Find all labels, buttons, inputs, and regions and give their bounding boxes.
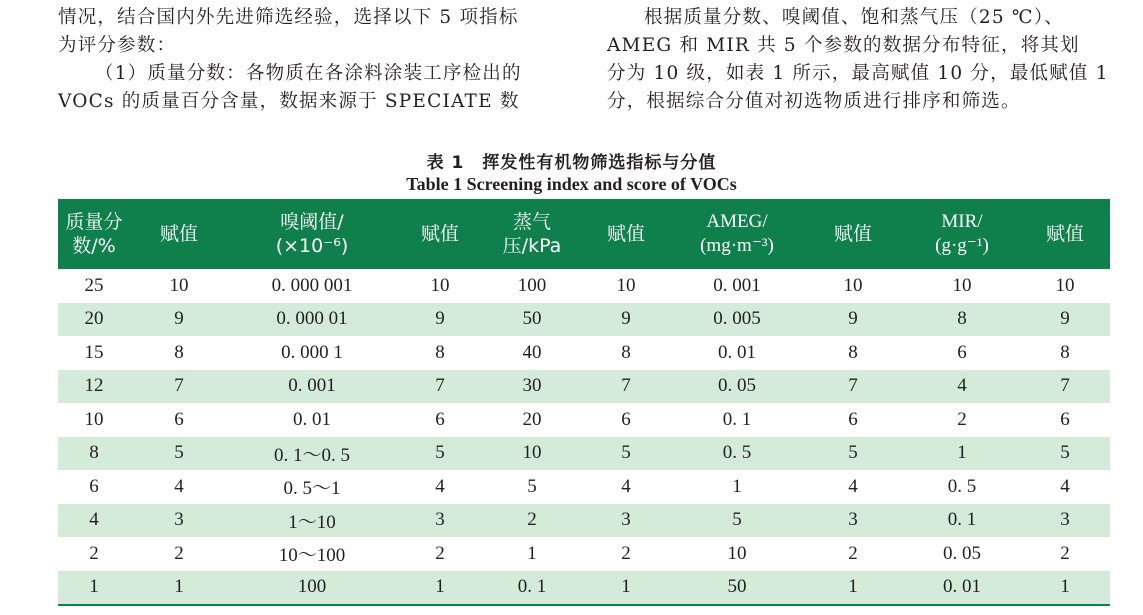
table-cell: 40 <box>522 341 542 363</box>
table-cell: 7 <box>130 370 228 404</box>
table-cell: 6 <box>848 408 858 430</box>
text-line: 分，根据综合分值对初选物质进行排序和筛选。 <box>607 91 1021 112</box>
table-cell: 10 <box>727 542 747 564</box>
table-cell: 1 <box>130 571 228 606</box>
table-cell: 2 <box>621 542 631 564</box>
table-cell: 20 <box>522 408 542 430</box>
table-cell: 1 <box>904 437 1020 471</box>
table-cell: 3 <box>802 504 904 538</box>
table-cell: 8 <box>848 341 858 363</box>
table-cell: 4 <box>904 370 1020 404</box>
table-cell: 10 <box>430 274 450 296</box>
table-cell: 4 <box>621 475 631 497</box>
table-cell: 8 <box>621 341 631 363</box>
table-row <box>58 370 1110 404</box>
text-line: 为评分参数： <box>58 35 177 56</box>
table-cell: 15 <box>84 341 104 363</box>
table-cell: 4 <box>1060 475 1070 497</box>
table-cell: 5 <box>802 437 904 471</box>
table-cell: 9 <box>802 303 904 337</box>
table-cell: 0. 005 <box>672 303 802 337</box>
table-cell: 9 <box>1020 303 1110 337</box>
table-cell: 7 <box>580 370 672 404</box>
table-cell: 6 <box>435 408 445 430</box>
table-row <box>58 470 1110 504</box>
table-cell: 10 <box>1055 274 1075 296</box>
table-cell: 1 <box>58 571 130 606</box>
table-cell: 2 <box>484 504 580 538</box>
table-cell: 10 <box>843 274 863 296</box>
header-vapor-pressure: 蒸气 压/kPa <box>484 199 580 269</box>
table-cell: 6 <box>957 341 967 363</box>
table-cell: 1 <box>527 542 537 564</box>
header-score: 赋值 <box>1020 199 1110 269</box>
table-cell: 0. 1 <box>484 571 580 606</box>
table-cell: 25 <box>84 274 104 296</box>
table-cell: 5 <box>527 475 537 497</box>
table-cell: 10 <box>616 274 636 296</box>
table-cell: 8 <box>904 303 1020 337</box>
header-odor-threshold: 嗅阈值/ (×10⁻⁶) <box>228 199 396 269</box>
table-cell: 7 <box>802 370 904 404</box>
table-cell: 6 <box>1060 408 1070 430</box>
table-cell: 10 <box>484 437 580 471</box>
table-cell: 0. 001 <box>713 274 761 296</box>
table-row <box>58 537 1110 571</box>
table-cell: 4 <box>435 475 445 497</box>
table-cell: 0. 5 <box>672 437 802 471</box>
header-mir: MIR/ (g·g⁻¹) <box>904 199 1020 269</box>
table-cell: 3 <box>396 504 484 538</box>
table-cell: 20 <box>58 303 130 337</box>
table-cell: 1～10 <box>228 504 396 538</box>
header-mass-fraction: 质量分 数/% <box>58 199 130 269</box>
text-line: VOCs 的质量百分含量，数据来源于 SPECIATE 数 <box>58 91 520 112</box>
table-cell: 9 <box>130 303 228 337</box>
table-cell: 0. 05 <box>672 370 802 404</box>
table-cell: 10 <box>952 274 972 296</box>
table-row <box>58 336 1110 370</box>
table-cell: 0. 1～0. 5 <box>228 437 396 471</box>
table-cell: 12 <box>58 370 130 404</box>
table-cell: 0. 05 <box>943 542 981 564</box>
right-column-text <box>607 4 1109 116</box>
table-cell: 6 <box>89 475 99 497</box>
table-caption-chinese: 表 1 挥发性有机物筛选指标与分值 <box>426 153 717 173</box>
header-score: 赋值 <box>130 199 228 269</box>
table-cell: 5 <box>396 437 484 471</box>
table-cell: 100 <box>228 571 396 606</box>
table-row <box>58 504 1110 538</box>
table-cell: 5 <box>130 437 228 471</box>
text-line: 分为 10 级，如表 1 所示，最高赋值 10 分，最低赋值 1 <box>607 63 1109 84</box>
table-cell: 50 <box>484 303 580 337</box>
table-row <box>58 437 1110 471</box>
table-cell: 0. 1 <box>722 408 752 430</box>
table-cell: 7 <box>1020 370 1110 404</box>
table-cell: 1 <box>732 475 742 497</box>
table-cell: 3 <box>1020 504 1110 538</box>
header-ameg: AMEG/ (mg·m⁻³) <box>672 199 802 269</box>
table-row <box>58 403 1110 437</box>
header-score: 赋值 <box>396 199 484 269</box>
table-cell: 9 <box>580 303 672 337</box>
table-cell: 9 <box>396 303 484 337</box>
table-cell: 2 <box>957 408 967 430</box>
text-line: （1）质量分数：各物质在各涂料涂装工序检出的 <box>95 63 522 84</box>
table-caption-english: Table 1 Screening index and score of VOCs <box>406 174 737 194</box>
table-cell: 6 <box>621 408 631 430</box>
left-column-text <box>58 4 522 116</box>
table-row <box>58 571 1110 606</box>
table-cell: 2 <box>435 542 445 564</box>
text-line: AMEG 和 MIR 共 5 个参数的数据分布特征，将其划 <box>607 35 1080 56</box>
table-cell: 10 <box>169 274 189 296</box>
table-row <box>58 303 1110 337</box>
table-cell: 10 <box>84 408 104 430</box>
table-row <box>58 269 1110 303</box>
table-cell: 2 <box>848 542 858 564</box>
table-body <box>58 269 1110 605</box>
header-score: 赋值 <box>580 199 672 269</box>
table-cell: 2 <box>174 542 184 564</box>
table-cell: 2 <box>1060 542 1070 564</box>
table-cell: 30 <box>484 370 580 404</box>
table-cell: 0. 000 01 <box>228 303 396 337</box>
table-cell: 8 <box>174 341 184 363</box>
table-cell: 8 <box>1060 341 1070 363</box>
table-cell: 1 <box>802 571 904 606</box>
table-cell: 0. 000 1 <box>281 341 343 363</box>
table-cell: 4 <box>174 475 184 497</box>
table-cell: 3 <box>130 504 228 538</box>
table-cell: 10～100 <box>278 545 346 567</box>
table-cell: 4 <box>58 504 130 538</box>
table-cell: 2 <box>89 542 99 564</box>
table-cell: 1 <box>1020 571 1110 606</box>
table-cell: 7 <box>396 370 484 404</box>
table-cell: 5 <box>1020 437 1110 471</box>
table-cell: 0. 5 <box>947 475 977 497</box>
table-cell: 8 <box>58 437 130 471</box>
table-cell: 0. 01 <box>904 571 1020 606</box>
table-cell: 100 <box>517 274 547 296</box>
table-cell: 4 <box>848 475 858 497</box>
table-cell: 0. 01 <box>718 341 756 363</box>
table-cell: 5 <box>580 437 672 471</box>
table-cell: 0. 5～1 <box>283 478 341 500</box>
table-cell: 1 <box>580 571 672 606</box>
table-cell: 0. 01 <box>293 408 331 430</box>
table-cell: 0. 000 001 <box>271 274 353 296</box>
text-line: 情况，结合国内外先进筛选经验，选择以下 5 项指标 <box>58 7 519 28</box>
table-header-row <box>58 199 1110 269</box>
table-cell: 8 <box>435 341 445 363</box>
table-cell: 0. 1 <box>904 504 1020 538</box>
table-cell: 5 <box>672 504 802 538</box>
table-cell: 6 <box>174 408 184 430</box>
table-cell: 0. 001 <box>228 370 396 404</box>
text-line: 根据质量分数、嗅阈值、饱和蒸气压（25 ℃）、 <box>644 7 1064 28</box>
header-score: 赋值 <box>802 199 904 269</box>
screening-score-table <box>58 199 1110 606</box>
table-cell: 3 <box>580 504 672 538</box>
table-cell: 1 <box>396 571 484 606</box>
table-cell: 50 <box>672 571 802 606</box>
